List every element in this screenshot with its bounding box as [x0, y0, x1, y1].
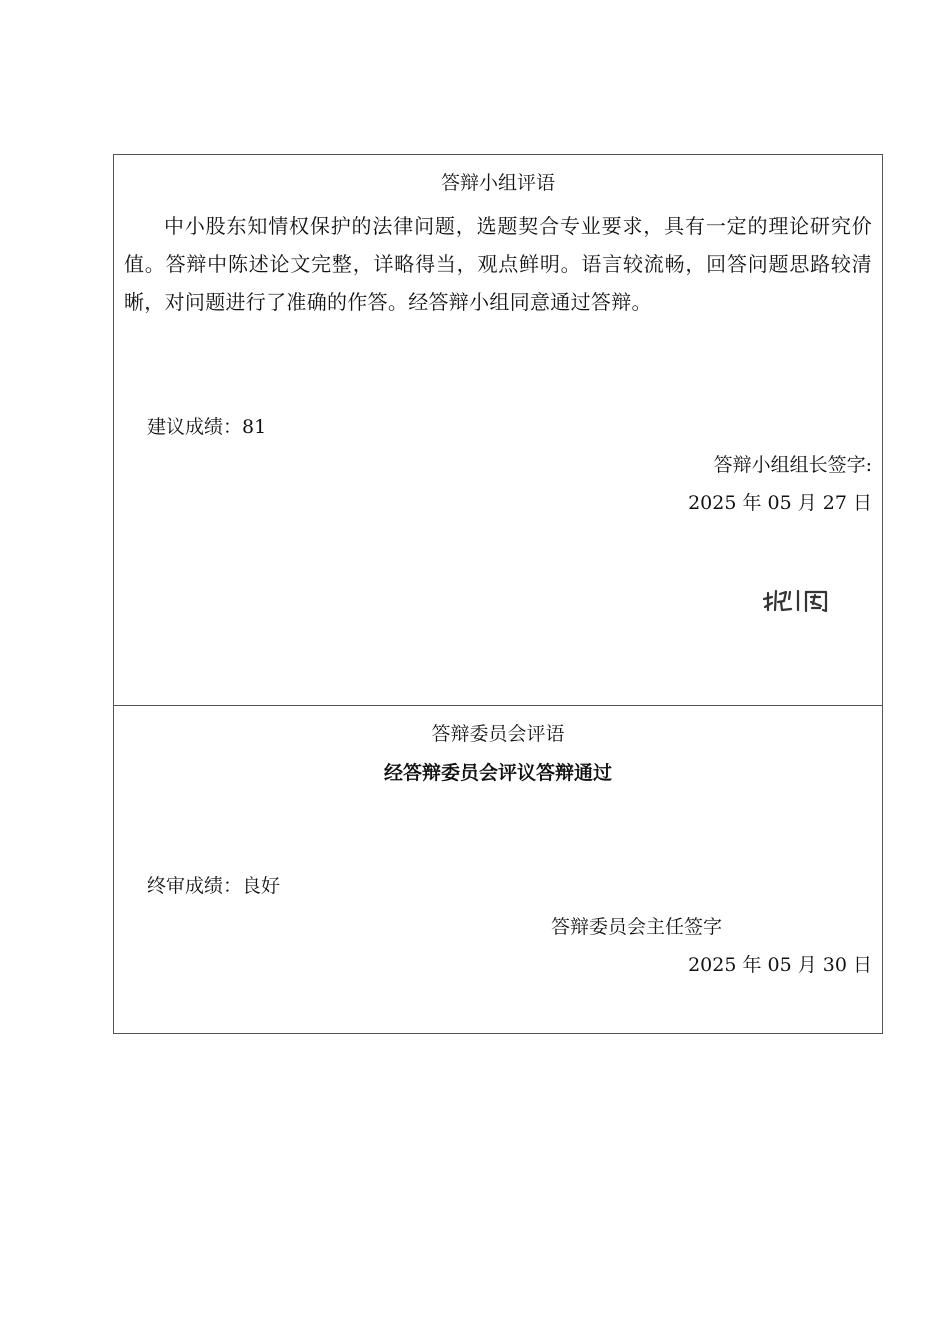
- suggested-grade-label: 建议成绩：: [147, 416, 243, 438]
- final-grade-label: 终审成绩：: [147, 875, 243, 897]
- suggested-grade-value: 81: [242, 416, 267, 438]
- committee-date: 2025 年 05 月 30 日: [688, 954, 872, 976]
- group-date: 2025 年 05 月 27 日: [688, 492, 872, 514]
- committee-chair-signature-label: 答辩委员会主任签字: [550, 916, 722, 938]
- final-grade: [147, 873, 280, 899]
- group-section-title: 答辩小组评语: [440, 172, 555, 194]
- group-leader-signature-label: 答辩小组组长签字:: [713, 454, 872, 476]
- committee-section-title: 答辩委员会评语: [431, 723, 565, 745]
- group-comment-text: 中小股东知情权保护的法律问题，选题契合专业要求，具有一定的理论研究价值。答辩中陈述论文完整，详略得当，观点鲜明。语言较流畅，回答问题思路较清晰，对问题进行了准确的作答。经答辩小组同意通过答辩。: [124, 214, 872, 314]
- committee-verdict: 经答辩委员会评议答辩通过: [383, 762, 612, 784]
- handwritten-signature-image: [762, 583, 838, 617]
- committee-comment-section: [114, 706, 882, 1033]
- defense-evaluation-form: [113, 154, 883, 1034]
- final-grade-value: 良好: [242, 875, 281, 897]
- suggested-grade: [147, 414, 266, 440]
- group-comment-section: [114, 155, 882, 706]
